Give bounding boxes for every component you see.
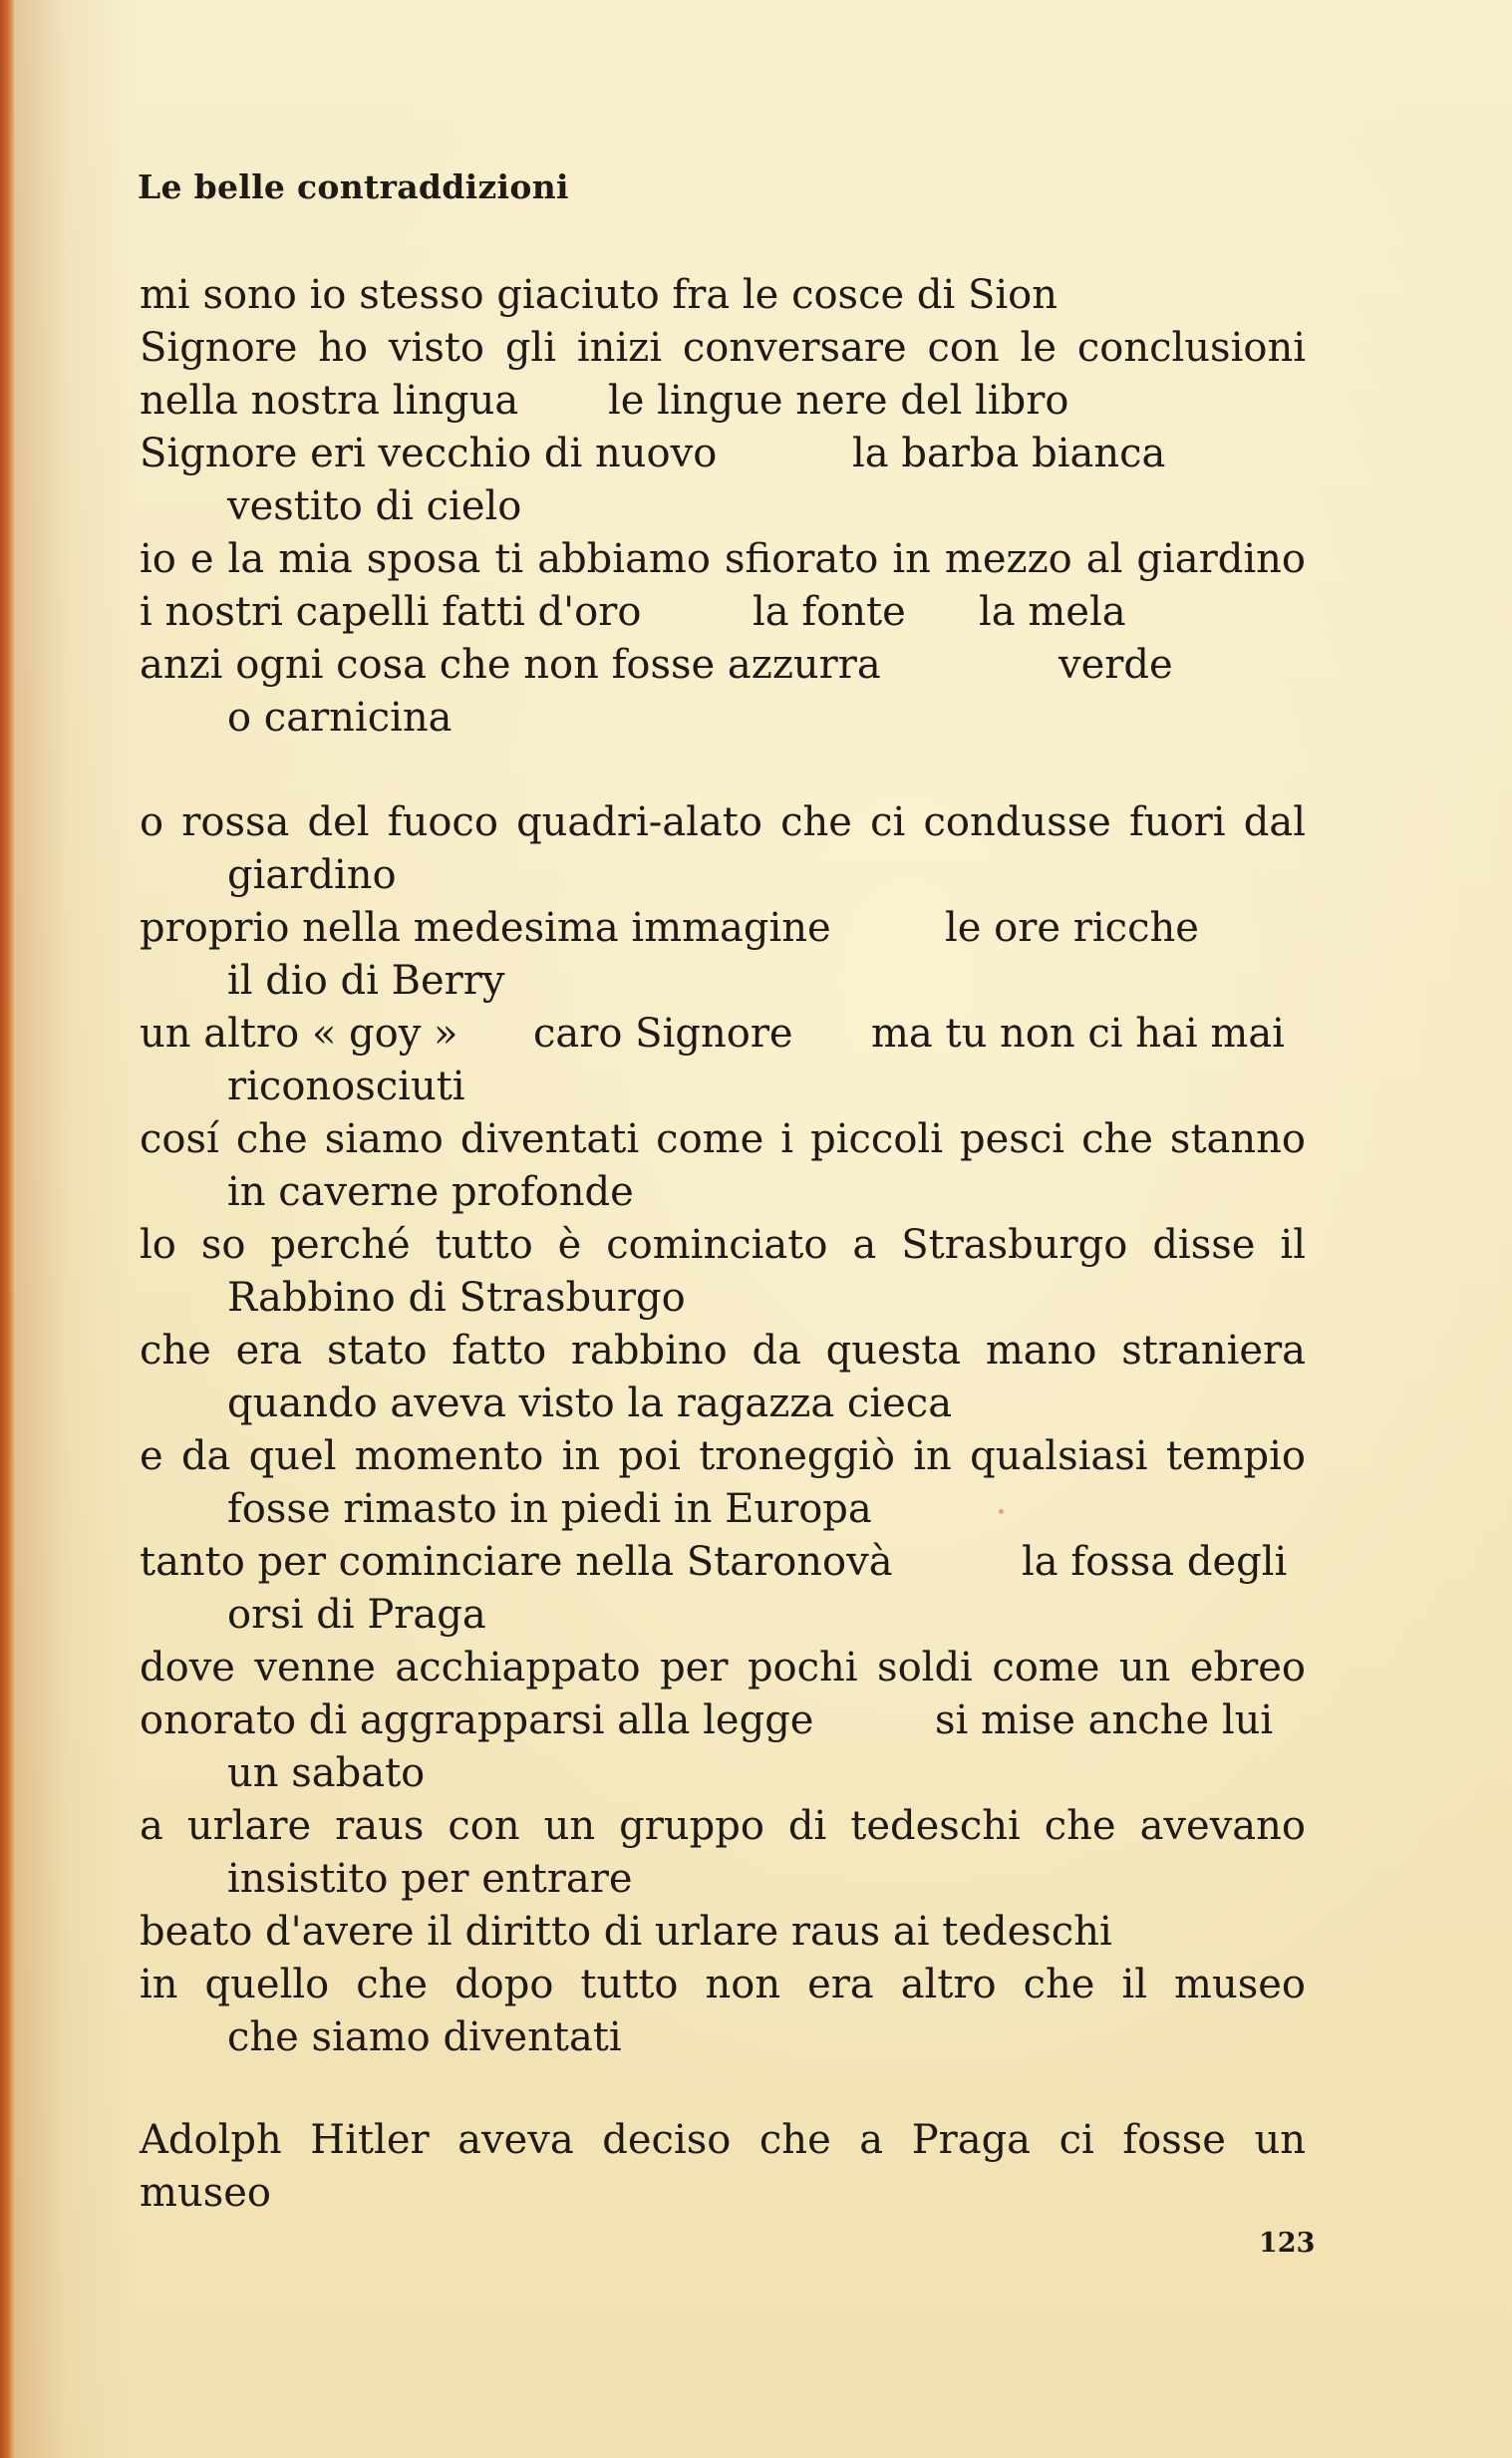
poem-line-text: riconosciuti (227, 1064, 465, 1109)
poem-line (140, 1906, 1306, 1959)
poem-line-segment: la fossa degli (1022, 1539, 1288, 1585)
poem-line (140, 796, 1306, 849)
poem-line-segment: ma tu non ci hai mai (871, 1011, 1285, 1057)
poem-line-text: beato d'avere il diritto di urlare raus ai tedeschi (140, 1909, 1112, 1955)
poem-line-segment: un altro « goy » (140, 1011, 458, 1057)
poem-line (140, 2114, 1306, 2216)
poem-line (140, 1800, 1306, 1853)
poem-line (140, 1219, 1306, 1272)
poem-line-text: il dio di Berry (227, 958, 505, 1004)
book-spine-edge (0, 0, 14, 2458)
poem-line (140, 1959, 1306, 2011)
poem-line (140, 1589, 1306, 1642)
poem-line-segment: le lingue nere del libro (608, 378, 1069, 424)
poem-line (140, 902, 1306, 955)
poem-line-text: mi sono io stesso giaciuto fra le cosce di Sion (140, 272, 1058, 318)
poem-line-text: quando aveva visto la ragazza cieca (227, 1381, 953, 1426)
poem-line-text: che siamo diventati (227, 2014, 622, 2060)
poem-line-text: Adolph Hitler aveva deciso che a Praga ci fosse un museo (140, 2117, 1306, 2216)
poem-line (140, 1430, 1306, 1483)
poem-line (140, 955, 1306, 1008)
poem-line-segment: Signore eri vecchio di nuovo (140, 431, 718, 476)
poem-line (140, 1642, 1306, 1694)
poem-line-text: giardino (227, 852, 397, 898)
poem-line-text: vestito di cielo (227, 483, 522, 529)
poem-line-segment: i nostri capelli fatti d'oro (140, 589, 642, 635)
poem-line (140, 1483, 1306, 1536)
poem-line-segment: anzi ogni cosa che non fosse azzurra (140, 642, 881, 688)
poem-body (140, 269, 1306, 2216)
poem-line (140, 692, 1306, 745)
poem-line (140, 1694, 1306, 1747)
poem-line (140, 1536, 1306, 1589)
poem-line (140, 2011, 1306, 2064)
poem-line-text: in caverne profonde (227, 1169, 634, 1215)
poem-line-text: o carnicina (227, 695, 453, 741)
poem-line (140, 639, 1306, 692)
poem-line-segment: la mela (979, 589, 1126, 635)
poem-line-text: che era stato fatto rabbino da questa mano straniera (140, 1328, 1306, 1374)
poem-line (140, 1378, 1306, 1430)
poem-line (140, 1325, 1306, 1378)
poem-line-text: dove venne acchiappato per pochi soldi come un ebreo (140, 1645, 1306, 1690)
poem-line (140, 322, 1306, 375)
poem-line (140, 1272, 1306, 1325)
poem-line-segment: nella nostra lingua (140, 378, 519, 424)
poem-line-segment: tanto per cominciare nella Staronovà (140, 1539, 893, 1585)
poem-line (140, 849, 1306, 902)
poem-line-text: lo so perché tutto è cominciato a Strasburgo disse il (140, 1222, 1306, 1268)
poem-line (140, 1008, 1306, 1061)
poem-line-segment: la barba bianca (852, 431, 1166, 476)
poem-line-segment: caro Signore (533, 1011, 793, 1057)
poem-line (140, 480, 1306, 533)
poem-line-text: cosí che siamo diventati come i piccoli pesci che stanno (140, 1116, 1306, 1162)
stanza-break (140, 2064, 1306, 2114)
running-title: Le belle contraddizioni (138, 167, 569, 206)
poem-line-text: in quello che dopo tutto non era altro che il museo (140, 1962, 1306, 2007)
poem-line (140, 1113, 1306, 1166)
poem-line-segment: verde (1058, 642, 1173, 688)
poem-line-text: Signore ho visto gli inizi conversare con le conclusioni (140, 325, 1306, 371)
poem-line-segment: proprio nella medesima immagine (140, 905, 831, 951)
poem-line (140, 375, 1306, 428)
poem-line-text: o rossa del fuoco quadri-alato che ci condusse fuori dal (140, 799, 1306, 845)
poem-line (140, 1166, 1306, 1219)
poem-line-text: Rabbino di Strasburgo (227, 1275, 686, 1321)
poem-line-text: fosse rimasto in piedi in Europa (227, 1486, 872, 1532)
poem-line (140, 1061, 1306, 1113)
poem-line-text: io e la mia sposa ti abbiamo sfiorato in mezzo al giardino (140, 536, 1306, 582)
poem-line-text: e da quel momento in poi troneggiò in qualsiasi tempio (140, 1433, 1306, 1479)
gutter-shadow (14, 0, 134, 2458)
page-number: 123 (1259, 2228, 1316, 2259)
stanza-break (140, 745, 1306, 796)
poem-line (140, 533, 1306, 586)
poem-line (140, 586, 1306, 639)
poem-line (140, 428, 1306, 480)
poem-line (140, 1853, 1306, 1906)
poem-line-text: a urlare raus con un gruppo di tedeschi che avevano (140, 1803, 1306, 1849)
poem-line-segment: onorato di aggrapparsi alla legge (140, 1697, 814, 1743)
poem-line (140, 269, 1306, 322)
poem-line-text: insistito per entrare (227, 1856, 633, 1902)
poem-line (140, 1747, 1306, 1800)
poem-line-text: orsi di Praga (227, 1592, 486, 1638)
poem-line-segment: si mise anche lui (935, 1697, 1274, 1743)
poem-line-segment: la fonte (753, 589, 906, 635)
poem-line-segment: le ore ricche (945, 905, 1199, 951)
poem-line-text: un sabato (227, 1750, 426, 1796)
